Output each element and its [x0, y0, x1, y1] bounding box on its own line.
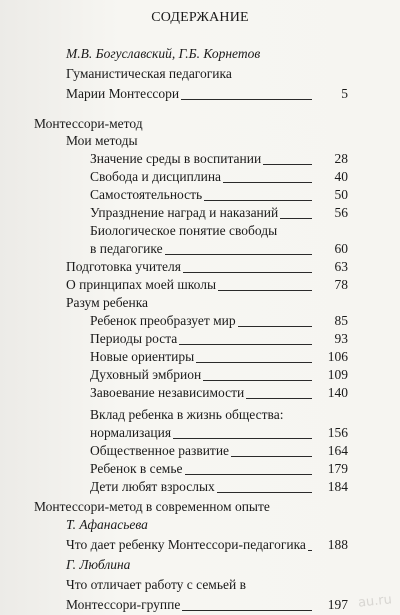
- toc-entry-title: в педагогике: [90, 241, 163, 256]
- toc-entry: [90, 423, 360, 443]
- toc-leader-line: [217, 492, 312, 493]
- toc-entry-title: Биологическое понятие свободы: [90, 223, 278, 238]
- page-title: СОДЕРЖАНИЕ: [151, 10, 249, 25]
- toc-entry-title: Разум ребенка: [66, 295, 149, 310]
- toc-entry: [66, 257, 360, 277]
- toc-entry: [90, 221, 360, 241]
- toc-entry-title: Периоды роста: [90, 331, 178, 346]
- toc-page-number: 56: [334, 205, 348, 220]
- toc-page-number: 60: [334, 241, 348, 256]
- toc-entry-title: нормализация: [90, 425, 172, 440]
- watermark: au.ru: [357, 592, 393, 611]
- toc-entry: [90, 459, 360, 479]
- toc-entry: [66, 555, 360, 575]
- toc-entry-title: Гуманистическая педагогика: [66, 66, 232, 81]
- toc-entry: [90, 185, 360, 205]
- toc-entry: [66, 44, 360, 64]
- toc-page-number: 78: [334, 277, 348, 292]
- toc-entry: [90, 149, 360, 169]
- toc-page-number: 93: [334, 331, 348, 346]
- toc-page-number: 5: [341, 86, 348, 101]
- toc-entry: [34, 497, 360, 517]
- toc-leader-line: [203, 380, 312, 381]
- toc-page-number: 109: [327, 367, 348, 382]
- toc-leader-line: [183, 272, 312, 273]
- toc-entry-title: Духовный эмбрион: [90, 367, 202, 382]
- toc-page-number: 140: [327, 385, 348, 400]
- toc-entry: [66, 84, 360, 104]
- toc-entry: [66, 131, 360, 151]
- toc-entry-title: Г. Люблина: [66, 557, 131, 572]
- toc-entry-title: Значение среды в воспитании: [90, 151, 262, 166]
- toc-entry-title: Завоевание независимости: [90, 385, 245, 400]
- toc-leader-line: [223, 182, 312, 183]
- toc-entry-title: Что дает ребенку Монтессори-педагогика: [66, 537, 306, 552]
- toc-page-number: 156: [327, 425, 348, 440]
- toc-leader-line: [179, 344, 312, 345]
- toc-leader-line: [218, 290, 312, 291]
- toc-leader-line: [246, 398, 312, 399]
- toc-entry-title: Самостоятельность: [90, 187, 203, 202]
- toc-page-number: 197: [327, 597, 348, 612]
- toc-entry: [90, 167, 360, 187]
- toc-entry: [66, 595, 360, 615]
- toc-page-number: 188: [327, 537, 348, 552]
- toc-entry: [90, 405, 360, 425]
- toc-entry: [90, 203, 360, 223]
- toc-page-number: 40: [334, 169, 348, 184]
- toc-entry: [90, 477, 360, 497]
- toc-entry-title: Т. Афанасьева: [66, 517, 148, 532]
- toc-entry-title: Что отличает работу с семьей в: [66, 577, 246, 592]
- toc-entry-title: Общественное развитие: [90, 443, 230, 458]
- toc-entry: [66, 275, 360, 295]
- toc-leader-line: [165, 254, 312, 255]
- toc-page-number: 179: [327, 461, 348, 476]
- toc-entry: [66, 575, 360, 595]
- toc-entry-title: Дети любят взрослых: [90, 479, 215, 494]
- toc-entry: [90, 239, 360, 259]
- toc-entry-title: Монтессори-группе: [66, 597, 181, 612]
- toc-leader-line: [238, 326, 312, 327]
- toc-entry-title: О принципах моей школы: [66, 277, 217, 292]
- toc-leader-line: [196, 362, 312, 363]
- toc-page-number: 184: [327, 479, 348, 494]
- toc-leader-line: [185, 474, 312, 475]
- toc-entry: [90, 347, 360, 367]
- toc-entry-title: Монтессори-метод в современном опыте: [34, 499, 270, 514]
- toc-page-number: 106: [327, 349, 348, 364]
- toc-entry-title: Монтессори-метод: [34, 116, 143, 131]
- toc-entry: [66, 293, 360, 313]
- toc-entry-title: Ребенок преобразует мир: [90, 313, 236, 328]
- toc-entry-title: Вклад ребенка в жизнь общества:: [90, 407, 284, 422]
- toc-entry: [90, 365, 360, 385]
- toc-page-number: 164: [327, 443, 348, 458]
- toc-entry: [90, 441, 360, 461]
- toc-leader-line: [181, 99, 312, 100]
- toc-entry-title: М.В. Богуславский, Г.Б. Корнетов: [66, 46, 261, 61]
- toc-leader-line: [231, 456, 312, 457]
- toc-entry-title: Новые ориентиры: [90, 349, 195, 364]
- toc-entry: [90, 311, 360, 331]
- toc-leader-line: [173, 438, 312, 439]
- toc-leader-line: [263, 164, 312, 165]
- toc-leader-line: [182, 610, 312, 611]
- toc-entry-title: Подготовка учителя: [66, 259, 181, 274]
- toc-page-number: 28: [334, 151, 348, 166]
- toc-entry: [66, 64, 360, 84]
- toc-entry: [66, 535, 360, 555]
- toc-leader-line: [204, 200, 312, 201]
- toc-page-number: 63: [334, 259, 348, 274]
- toc-entry-title: Марии Монтессори: [66, 86, 180, 101]
- toc-page-number: 85: [334, 313, 348, 328]
- toc-page-number: 50: [334, 187, 348, 202]
- toc-entry-title: Упразднение наград и наказаний: [90, 205, 279, 220]
- toc-entry-title: Мои методы: [66, 133, 138, 148]
- toc-entry: [66, 515, 360, 535]
- toc-entry-title: Свобода и дисциплина: [90, 169, 222, 184]
- toc-entry-title: Ребенок в семье: [90, 461, 183, 476]
- toc-entry: [90, 383, 360, 403]
- toc-entry: [90, 329, 360, 349]
